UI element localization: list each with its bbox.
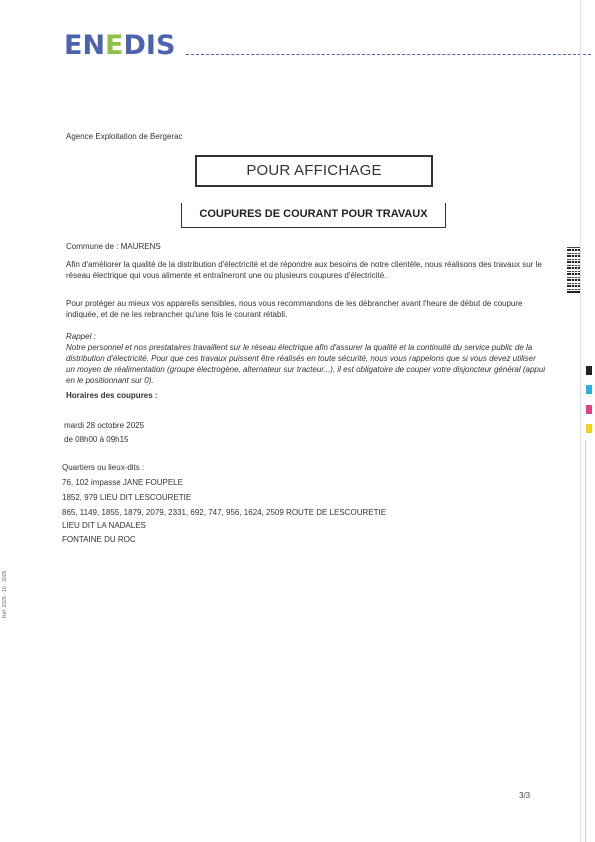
outage-time: de 08h00 à 09h15 (64, 435, 129, 444)
horaires-title: Horaires des coupures : (66, 391, 158, 400)
commune-label: Commune de : MAURENS (66, 242, 161, 251)
quartier-item: FONTAINE DU ROC (62, 535, 136, 544)
outage-date: mardi 28 octobre 2025 (64, 421, 145, 430)
subtitle-box (181, 203, 446, 228)
quartier-item: 1852, 979 LIEU DIT LESCOURETIE (62, 493, 192, 502)
page-number: 3/3 (519, 791, 531, 800)
quartier-item: LIEU DIT LA NADALES (62, 521, 146, 530)
side-text: Ref: 2025 - 10 - 2025 (2, 570, 8, 618)
print-mark-yellow (586, 424, 592, 433)
qr-code-overlay (569, 249, 578, 291)
rappel-title: Rappel : (66, 332, 96, 341)
logo-divider (186, 54, 591, 55)
print-mark-magenta (586, 405, 592, 414)
sub-title: COUPURES DE COURANT POUR TRAVAUX (199, 208, 428, 220)
side-scan-text (2, 570, 10, 668)
logo-part-3: DIS (123, 30, 176, 61)
rappel-paragraph: Notre personnel et nos prestataires travaillent sur le réseau électrique afin d'assurer la qualité et la continuité du service public de la distribution d'électricité. Pour que ces travaux puissent être réalisés en toute sécurité, nous vous rappelons que si vous devez utiliser un moyen de réalimentation (groupe électrogène, alternateur sur tracteur...), il est obligatoire de couper votre disjoncteur général (appui en le positionnant sur 0). (66, 343, 546, 385)
quartiers-title: Quartiers ou lieux-dits : (62, 463, 145, 472)
agency-label: Agence Exploitation de Bergerac (66, 132, 183, 141)
logo-part-1: EN (64, 30, 106, 61)
scan-edge-line-2 (585, 440, 586, 842)
quartier-item: 865, 1149, 1855, 1879, 2079, 2331, 692, 747, 956, 1624, 2509 ROUTE DE LESCOURETIE (62, 508, 387, 517)
title-box (195, 155, 433, 187)
enedis-logo (64, 30, 175, 61)
intro-paragraph: Afin d'améliorer la qualité de la distribution d'électricité et de répondre aux besoins de notre clientèle, nous réalisons des travaux sur le réseau électrique qui vous alimente et entraîneront une ou plusieurs coupures d'électricité. (66, 260, 542, 280)
scan-edge-line (580, 0, 581, 842)
print-mark-black (586, 366, 592, 375)
logo-part-2: E (105, 30, 124, 61)
protect-paragraph: Pour protéger au mieux vos appareils sensibles, nous vous recommandons de les débrancher avant l'heure de début de coupure indiquée, et de ne les rebrancher qu'une fois le courant rétabli. (66, 299, 523, 319)
print-mark-cyan (586, 385, 592, 394)
main-title: POUR AFFICHAGE (246, 162, 382, 179)
quartier-item: 76, 102 impasse JANE FOUPELE (62, 478, 183, 487)
